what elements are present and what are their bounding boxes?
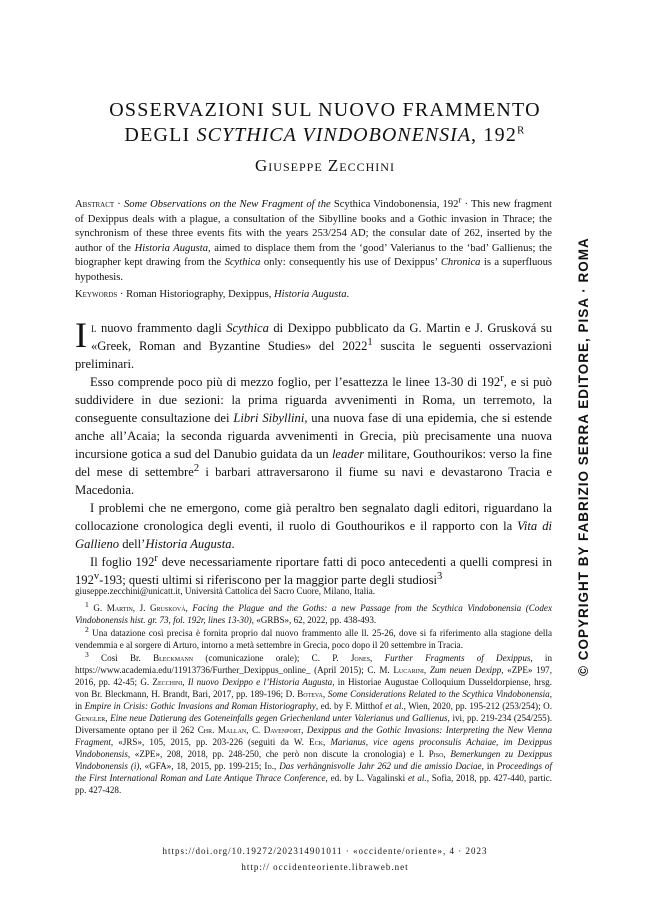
italic-text: et al. xyxy=(407,773,427,783)
italic-text: Vita di Gallieno xyxy=(75,519,553,551)
text: , ed. by L. Vagalinski xyxy=(325,773,408,783)
keywords-sep: · xyxy=(117,289,127,300)
keywords-italic: Historia Augusta xyxy=(274,289,347,300)
text: dell’ xyxy=(119,537,146,551)
keywords-text: Roman Historiography, Dexippus, xyxy=(126,289,274,300)
keywords-label: Keywords xyxy=(75,289,118,300)
text: -193; questi ultimi si riferiscono per la maggior parte degli studiosi xyxy=(99,573,438,587)
text: , ed. by F. Mitthof xyxy=(315,701,386,711)
abstract-text: is a superfluous hypothesis. xyxy=(75,257,552,283)
text: di Dexippo pubblicato da G. Martin e J. Grusková su «Greek, Roman and Byzantine Studies» del 2022 xyxy=(91,321,552,353)
abstract xyxy=(75,194,553,285)
text: , Sofia, 2018, pp. 427-440, partic. pp. 427-428. xyxy=(75,773,552,795)
text: , xyxy=(301,725,307,735)
italic-text: Empire in Crisis: Gothic Invasions and Roman Historiography xyxy=(84,701,316,711)
footnotes xyxy=(75,585,552,797)
text: deve necessariamente riportare fatti di poco antecedenti a quelli compresi in 192 xyxy=(75,555,552,587)
italic-text: et al. xyxy=(385,701,404,711)
author-names: Chr. Mallan, C. Davenport xyxy=(197,725,302,735)
text: , in Historiae Augustae Colloquium Dusseldorpiense, hrsg. von Br. Bleckmann, H. Brandt, Bari, 2017, pp. 189-196; D. xyxy=(75,677,553,699)
title-suffix: , 192 xyxy=(471,124,518,146)
abstract-sep: · xyxy=(114,199,124,210)
title-line-1: OSSERVAZIONI SUL NUOVO FRAMMENTO xyxy=(109,99,541,121)
italic-text: Zum neuen Dexipp xyxy=(429,665,502,675)
title-sup: R xyxy=(517,124,526,137)
italic-text: Das verhängnisvolle Jahr 262 und die amissio Daciae xyxy=(279,761,482,771)
journal-url[interactable]: http:// occidenteoriente.libraweb.net xyxy=(241,862,409,872)
author-names: Zecchini xyxy=(152,677,183,687)
text: , «ZPE», 208, 2018, pp. 248-250, che però non discute la cronologia) e I. xyxy=(127,749,429,759)
article-body xyxy=(75,315,553,589)
text: suscita le seguenti osservazioni preliminari. xyxy=(75,339,552,371)
italic-text: Proceedings of the First International Roman and Late Antique Thrace Conference xyxy=(75,761,553,783)
paragraph xyxy=(75,553,552,589)
italic-text: Eine neue Datierung des Goteneinfalls gegen Griechenland unter Valerianus und Gallienus xyxy=(110,713,448,723)
author-names: Gengler xyxy=(75,713,106,723)
article-title xyxy=(0,98,650,148)
text: nuovo frammento dagli xyxy=(96,321,227,335)
italic-text: Dexippus and the Gothic Invasions: Interpreting the New Vienna Fragment xyxy=(75,725,552,747)
text: , Wien, 2020, pp. 195-212 (253/254); O. xyxy=(403,701,552,711)
title-prefix: DEGLI xyxy=(124,124,197,146)
text: Esso comprende poco più di mezzo foglio, per l’esattezza le linee 13-30 di 192 xyxy=(90,375,501,389)
abstract-text: , aimed to displace them from the ‘good’ Valerianus to the ‘bad’ Gallienus; the biographer kept drawing from the xyxy=(75,242,552,268)
text: , «GFA», 18, 2015, pp. 199-215; xyxy=(139,761,265,771)
paragraph xyxy=(75,373,552,499)
text: , xyxy=(182,677,188,687)
title-line-2 xyxy=(0,123,650,148)
abstract-italic: Chronica xyxy=(440,257,481,268)
abstract-text: only: consequently his use of Dexippus’ xyxy=(260,257,441,268)
superscript: v xyxy=(93,570,100,582)
abstract-italic: Some Observations on the New Fragment of the xyxy=(123,199,331,210)
italic-text: Further Fragments of Dexippus xyxy=(384,653,531,663)
italic-text: Scythica xyxy=(226,321,269,335)
footnote-ref: 1 xyxy=(367,336,373,348)
text: I problemi che ne emergono, come già peraltro ben segnalato dagli editori, riguardano la collocazione cronologica degli eventi, il ruolo di Gouthourikos e il rapporto con la xyxy=(75,501,552,533)
author-names: Lucarini xyxy=(393,665,424,675)
copyright-notice: © COPYRIGHT BY FABRIZIO SERRA EDITORE, PISA · ROMA xyxy=(576,237,591,676)
footnote-ref: 2 xyxy=(193,462,200,474)
drop-cap: I xyxy=(75,315,87,355)
page-footer xyxy=(0,843,650,875)
author-names: Bleckmann xyxy=(153,653,194,663)
footnote-ref: 3 xyxy=(437,570,443,582)
author-names: G. Martin, J. Grusková xyxy=(93,603,186,613)
italic-text: leader xyxy=(331,447,365,461)
italic-text: Il nuovo Dexippo e l’Historia Augusta xyxy=(187,677,333,687)
footnote-number: 3 xyxy=(85,649,89,659)
text: Così Br. xyxy=(101,653,154,663)
author-names: Boteva xyxy=(297,689,323,699)
text: Il foglio 192 xyxy=(90,555,155,569)
abstract-italic: Scythica xyxy=(224,257,261,268)
text: , xyxy=(322,737,331,747)
text: , in xyxy=(481,761,497,771)
author-name: Giuseppe Zecchini xyxy=(255,156,395,175)
text: , una nuova fase di una epidemia, che si estende anche all’Acaia; la seconda riguarda avvenimenti in Grecia, più precisamente una nuova incursione gotica a sud del Danubio guidata da un xyxy=(75,411,552,461)
text: , «JRS», 105, 2015, pp. 203-226 (seguiti da W. xyxy=(110,737,310,747)
lead-letter: l xyxy=(91,321,97,335)
text: . xyxy=(231,537,235,551)
author-names: Id. xyxy=(264,761,274,771)
text: , xyxy=(322,689,328,699)
italic-text: Marianus, vice agens proconsulis Achaiae, im Dexippus Vindobonensis xyxy=(75,737,553,759)
paragraph xyxy=(75,315,552,373)
text: Una datazione così precisa è fornita proprio dal nuovo frammento alle ll. 25-26, dove si fa riferimento alla stagione della vendemmia e al sorgere di Arturo, intorno a metà settembre in Grecia, poco dopo il 20 settembre in Tracia. xyxy=(75,628,553,650)
footnote-number: 1 xyxy=(85,599,89,609)
keywords xyxy=(75,288,552,302)
italic-text: Bemerkungen zu Dexippus Vindobonensis (i) xyxy=(75,749,552,771)
abstract-sup: r xyxy=(458,194,462,205)
abstract-label: Abstract xyxy=(75,199,115,210)
text: , ivi, pp. 219-234 (254/255). Diversamente optano per il 262 xyxy=(75,713,553,735)
text: , xyxy=(370,653,385,663)
text: militare, Gouthourikos: verso la fine del mese di settembre xyxy=(75,447,552,479)
abstract-italic: Historia Augusta xyxy=(134,242,209,254)
superscript: r xyxy=(154,552,158,564)
text: , e si può suddividere in due sezioni: la prima riguarda avvenimenti in Roma, un terremoto, la conseguente consultazione dei xyxy=(75,375,552,425)
text: (comunicazione orale); C. P. xyxy=(193,653,351,663)
keywords-end: . xyxy=(346,289,350,300)
author-names: Jones xyxy=(350,653,371,663)
footnote-1 xyxy=(75,599,553,626)
doi-link[interactable]: https://doi.org/10.19272/202314901011 · «occidente/oriente», 4 · 2023 xyxy=(162,846,488,856)
italic-text: Libri Sibyllini xyxy=(233,411,305,425)
abstract-text: Scythica Vindobonensia, 192 xyxy=(330,199,459,210)
text: , «GRBS», 62, 2022, pp. 438-493. xyxy=(251,615,377,625)
author-email: giuseppe.zecchini@unicatt.it, Università Cattolica del Sacro Cuore, Milano, Italia. xyxy=(75,586,376,596)
text: , «ZPE» 197, 2016, pp. 42-45; G. xyxy=(75,665,552,687)
text: i barbari attraversarono il fiume su navi e devastarono Tracia e Macedonia. xyxy=(75,465,552,497)
text: , xyxy=(105,713,111,723)
title-italic: SCYTHICA VINDOBONENSIA xyxy=(196,124,472,146)
abstract-text: · This new fragment of Dexippus deals with a plague, a consultation of the Sibylline books and a Gothic invasion in Thrace; the synchronism of these three events fits with the years 253/254 AD; the consular date of 262, inserted by the author of the xyxy=(75,199,553,254)
footnote-number: 2 xyxy=(85,624,89,634)
footnote-2 xyxy=(75,624,553,651)
text: , in xyxy=(75,689,553,711)
text: , xyxy=(273,761,280,771)
text: , xyxy=(423,665,430,675)
italic-text: Historia Augusta xyxy=(145,537,232,551)
footnote-3 xyxy=(75,649,553,796)
superscript: r xyxy=(500,372,504,384)
text: , xyxy=(443,749,451,759)
text: , xyxy=(185,603,193,613)
italic-text: Some Considerations Related to the Scythica Vindobonensia xyxy=(327,689,550,699)
author-names: Eck xyxy=(309,737,323,747)
author-names: Piso xyxy=(428,749,444,759)
italic-text: Facing the Plague and the Goths: a new Passage from the Scythica Vindobonensia (Codex Vindobonensis hist. gr. 73, fol. 192r, lines 13-30) xyxy=(75,603,553,625)
text: , in https://www.academia.edu/11913736/Further_Dexippus_online_ (April 2015); C. M. xyxy=(75,653,552,675)
paragraph xyxy=(75,499,552,553)
